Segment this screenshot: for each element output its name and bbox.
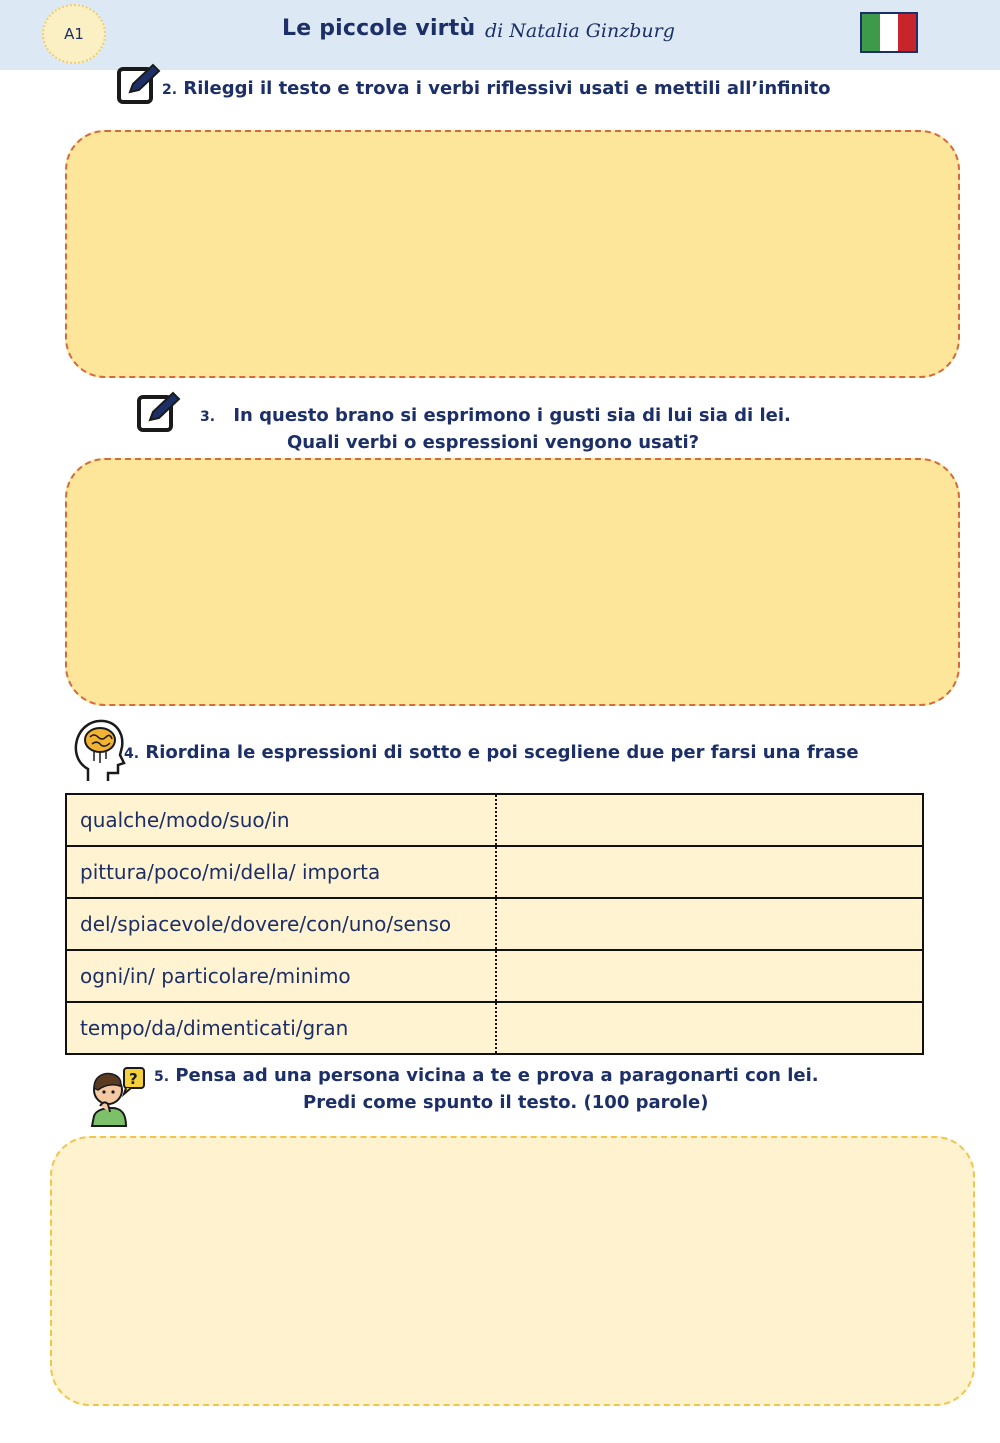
author-name: di Natalia Ginzburg (485, 20, 675, 42)
table-row (66, 898, 923, 950)
level-badge: A1 (42, 4, 106, 64)
pencil-square-icon (136, 390, 182, 434)
svg-text:?: ? (129, 1070, 138, 1088)
exercise-4-text: Riordina le espressioni di sotto e poi sceglienе due per farsi una frase (145, 742, 859, 763)
scrambled-expression: del/spiacevole/dovere/con/uno/senso (66, 898, 496, 950)
italian-flag-icon (860, 12, 918, 53)
thinking-person-icon (86, 1066, 150, 1128)
exercise-5-heading-line1 (154, 1065, 819, 1086)
reorder-answer-cell[interactable] (496, 1002, 923, 1054)
exercise-3-heading-line2: Quali verbi o espressioni vengono usati? (287, 432, 700, 453)
exercise-5-answer-box[interactable] (50, 1136, 975, 1406)
reorder-answer-cell[interactable] (496, 846, 923, 898)
reorder-answer-cell[interactable] (496, 898, 923, 950)
pencil-square-icon (116, 62, 162, 106)
exercise-2-text: Rileggi il testo e trova i verbi riflessivi usati e mettili all’infinito (183, 78, 831, 99)
scrambled-expression: qualche/modo/suo/in (66, 794, 496, 846)
exercise-3-text-line1: In questo brano si esprimono i gusti sia di lui sia di lei. (233, 405, 791, 426)
exercise-3-answer-box[interactable] (65, 458, 960, 706)
exercise-4-number: 4. (124, 746, 140, 762)
exercise-2-heading (162, 78, 830, 99)
exercise-4-heading (124, 742, 859, 763)
page-header (0, 0, 1000, 70)
reorder-answer-cell[interactable] (496, 950, 923, 1002)
exercise-2-number: 2. (162, 82, 178, 98)
scrambled-expression: tempo/da/dimenticati/gran (66, 1002, 496, 1054)
exercise-3-heading-line1 (200, 405, 791, 426)
brain-head-icon (72, 717, 126, 783)
table-row (66, 950, 923, 1002)
table-row (66, 794, 923, 846)
exercise-2-answer-box[interactable] (65, 130, 960, 378)
exercise-5-text-line1: Pensa ad una persona vicina a te e prova a paragonarti con lei. (175, 1065, 819, 1086)
scrambled-expression: ogni/in/ particolare/minimo (66, 950, 496, 1002)
page-title: Le piccole virtù (282, 16, 476, 41)
exercise-3-number: 3. (200, 409, 216, 425)
exercise-5-number: 5. (154, 1069, 170, 1085)
scrambled-expression: pittura/poco/mi/della/ importa (66, 846, 496, 898)
table-row (66, 1002, 923, 1054)
reorder-table (65, 793, 924, 1055)
exercise-5-heading-line2: Predi come spunto il testo. (100 parole) (303, 1092, 709, 1113)
table-row (66, 846, 923, 898)
reorder-answer-cell[interactable] (496, 794, 923, 846)
